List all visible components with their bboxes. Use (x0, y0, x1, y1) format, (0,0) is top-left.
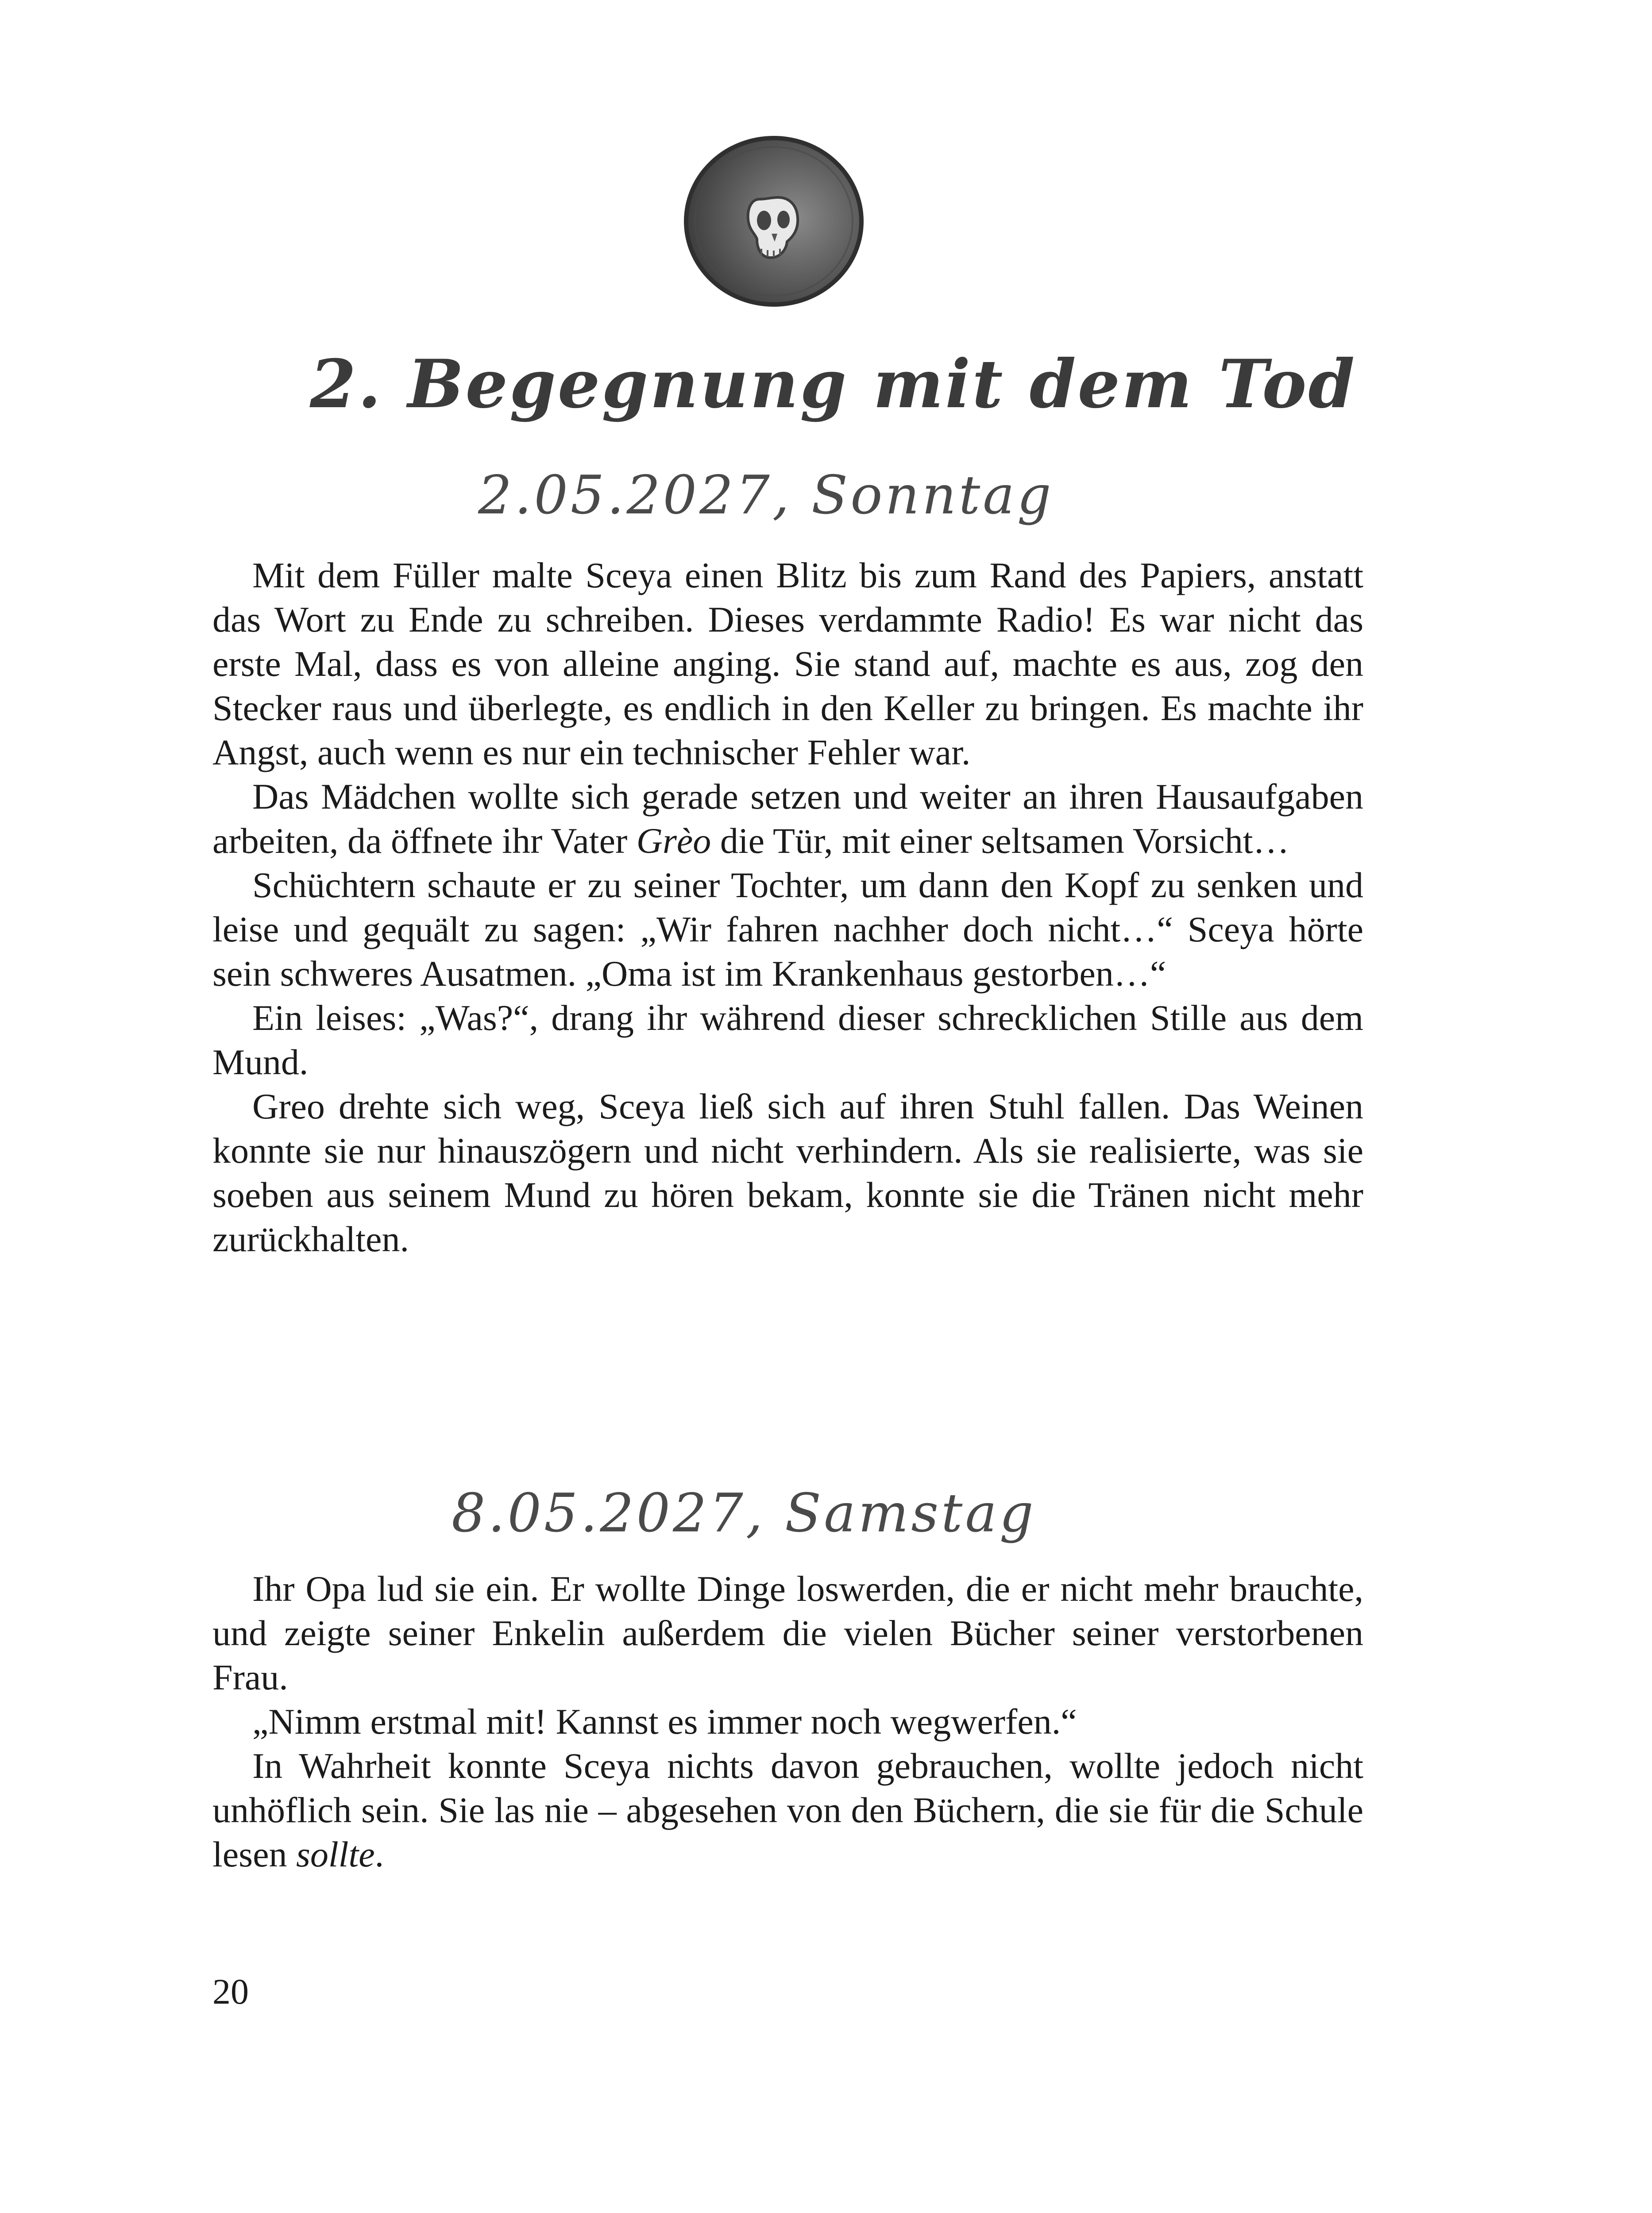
paragraph: Schüchtern schaute er zu seiner Tochter, um dann den Kopf zu senken und leise und gequält zu sagen: „Wir fahren nachher doch nicht…“ Sceya hörte sein schweres Ausatmen. „Oma ist im Krankenhaus gestorben…“ (212, 865, 1363, 994)
paragraph: Mit dem Füller malte Sceya einen Blitz bis zum Rand des Papiers, anstatt das Wort zu Ende zu schreiben. Dieses verdammte Radio! Es war nicht das erste Mal, dass es von alleine anging. Sie stand auf, machte es aus, zog den Stecker raus und überlegte, es endlich in den Keller zu bringen. Es machte ihr Angst, auch wenn es nur ein technischer Fehler war. (212, 555, 1363, 772)
paragraph-text: Das Mädchen wollte sich gerade setzen und weiter an ihren Hausaufgaben arbeiten, da öffnete ihr Vater (212, 776, 1363, 861)
paragraph: „Nimm erstmal mit! Kannst es immer noch wegwerfen.“ (252, 1701, 1077, 1742)
paragraph (212, 775, 1363, 863)
paragraph: Ihr Opa lud sie ein. Er wollte Dinge loswerden, die er nicht mehr brauchte, und zeigte seiner Enkelin außerdem die vielen Bücher seiner verstorbenen Frau. (212, 1569, 1363, 1697)
paragraph-text: die Tür, mit einer seltsamen Vorsicht… (711, 821, 1289, 861)
paragraph: Ein leises: „Was?“, drang ihr während dieser schrecklichen Stille aus dem Mund. (212, 998, 1363, 1082)
date-heading: 2.05.2027, Sonntag (478, 465, 1054, 526)
paragraph: Greo drehte sich weg, Sceya ließ sich auf ihren Stuhl fallen. Das Weinen konnte sie nur hinauszögern und nicht verhindern. Als sie realisierte, was sie soeben aus seinem Mund zu hören bekam, konnte sie die Tränen nicht mehr zurückhalten. (212, 1086, 1363, 1259)
skull-coin-icon (681, 133, 867, 310)
text-section (212, 1567, 1363, 1877)
emphasized-word: sollte (296, 1834, 375, 1874)
paragraph-text: In Wahrheit konnte Sceya nichts davon gebrauchen, wollte jedoch nicht unhöflich sein. Sie las nie – abgesehen von den Büchern, die sie für die Schule lesen (212, 1746, 1363, 1874)
paragraph-text: . (374, 1834, 384, 1874)
text-section (212, 553, 1363, 1261)
emphasized-name: Grèo (636, 821, 711, 861)
date-heading: 8.05.2027, Samstag (452, 1483, 1036, 1544)
paragraph (212, 1744, 1363, 1877)
page-number: 20 (212, 1971, 249, 2012)
chapter-title: 2. Begegnung mit dem Tod (310, 345, 1357, 423)
